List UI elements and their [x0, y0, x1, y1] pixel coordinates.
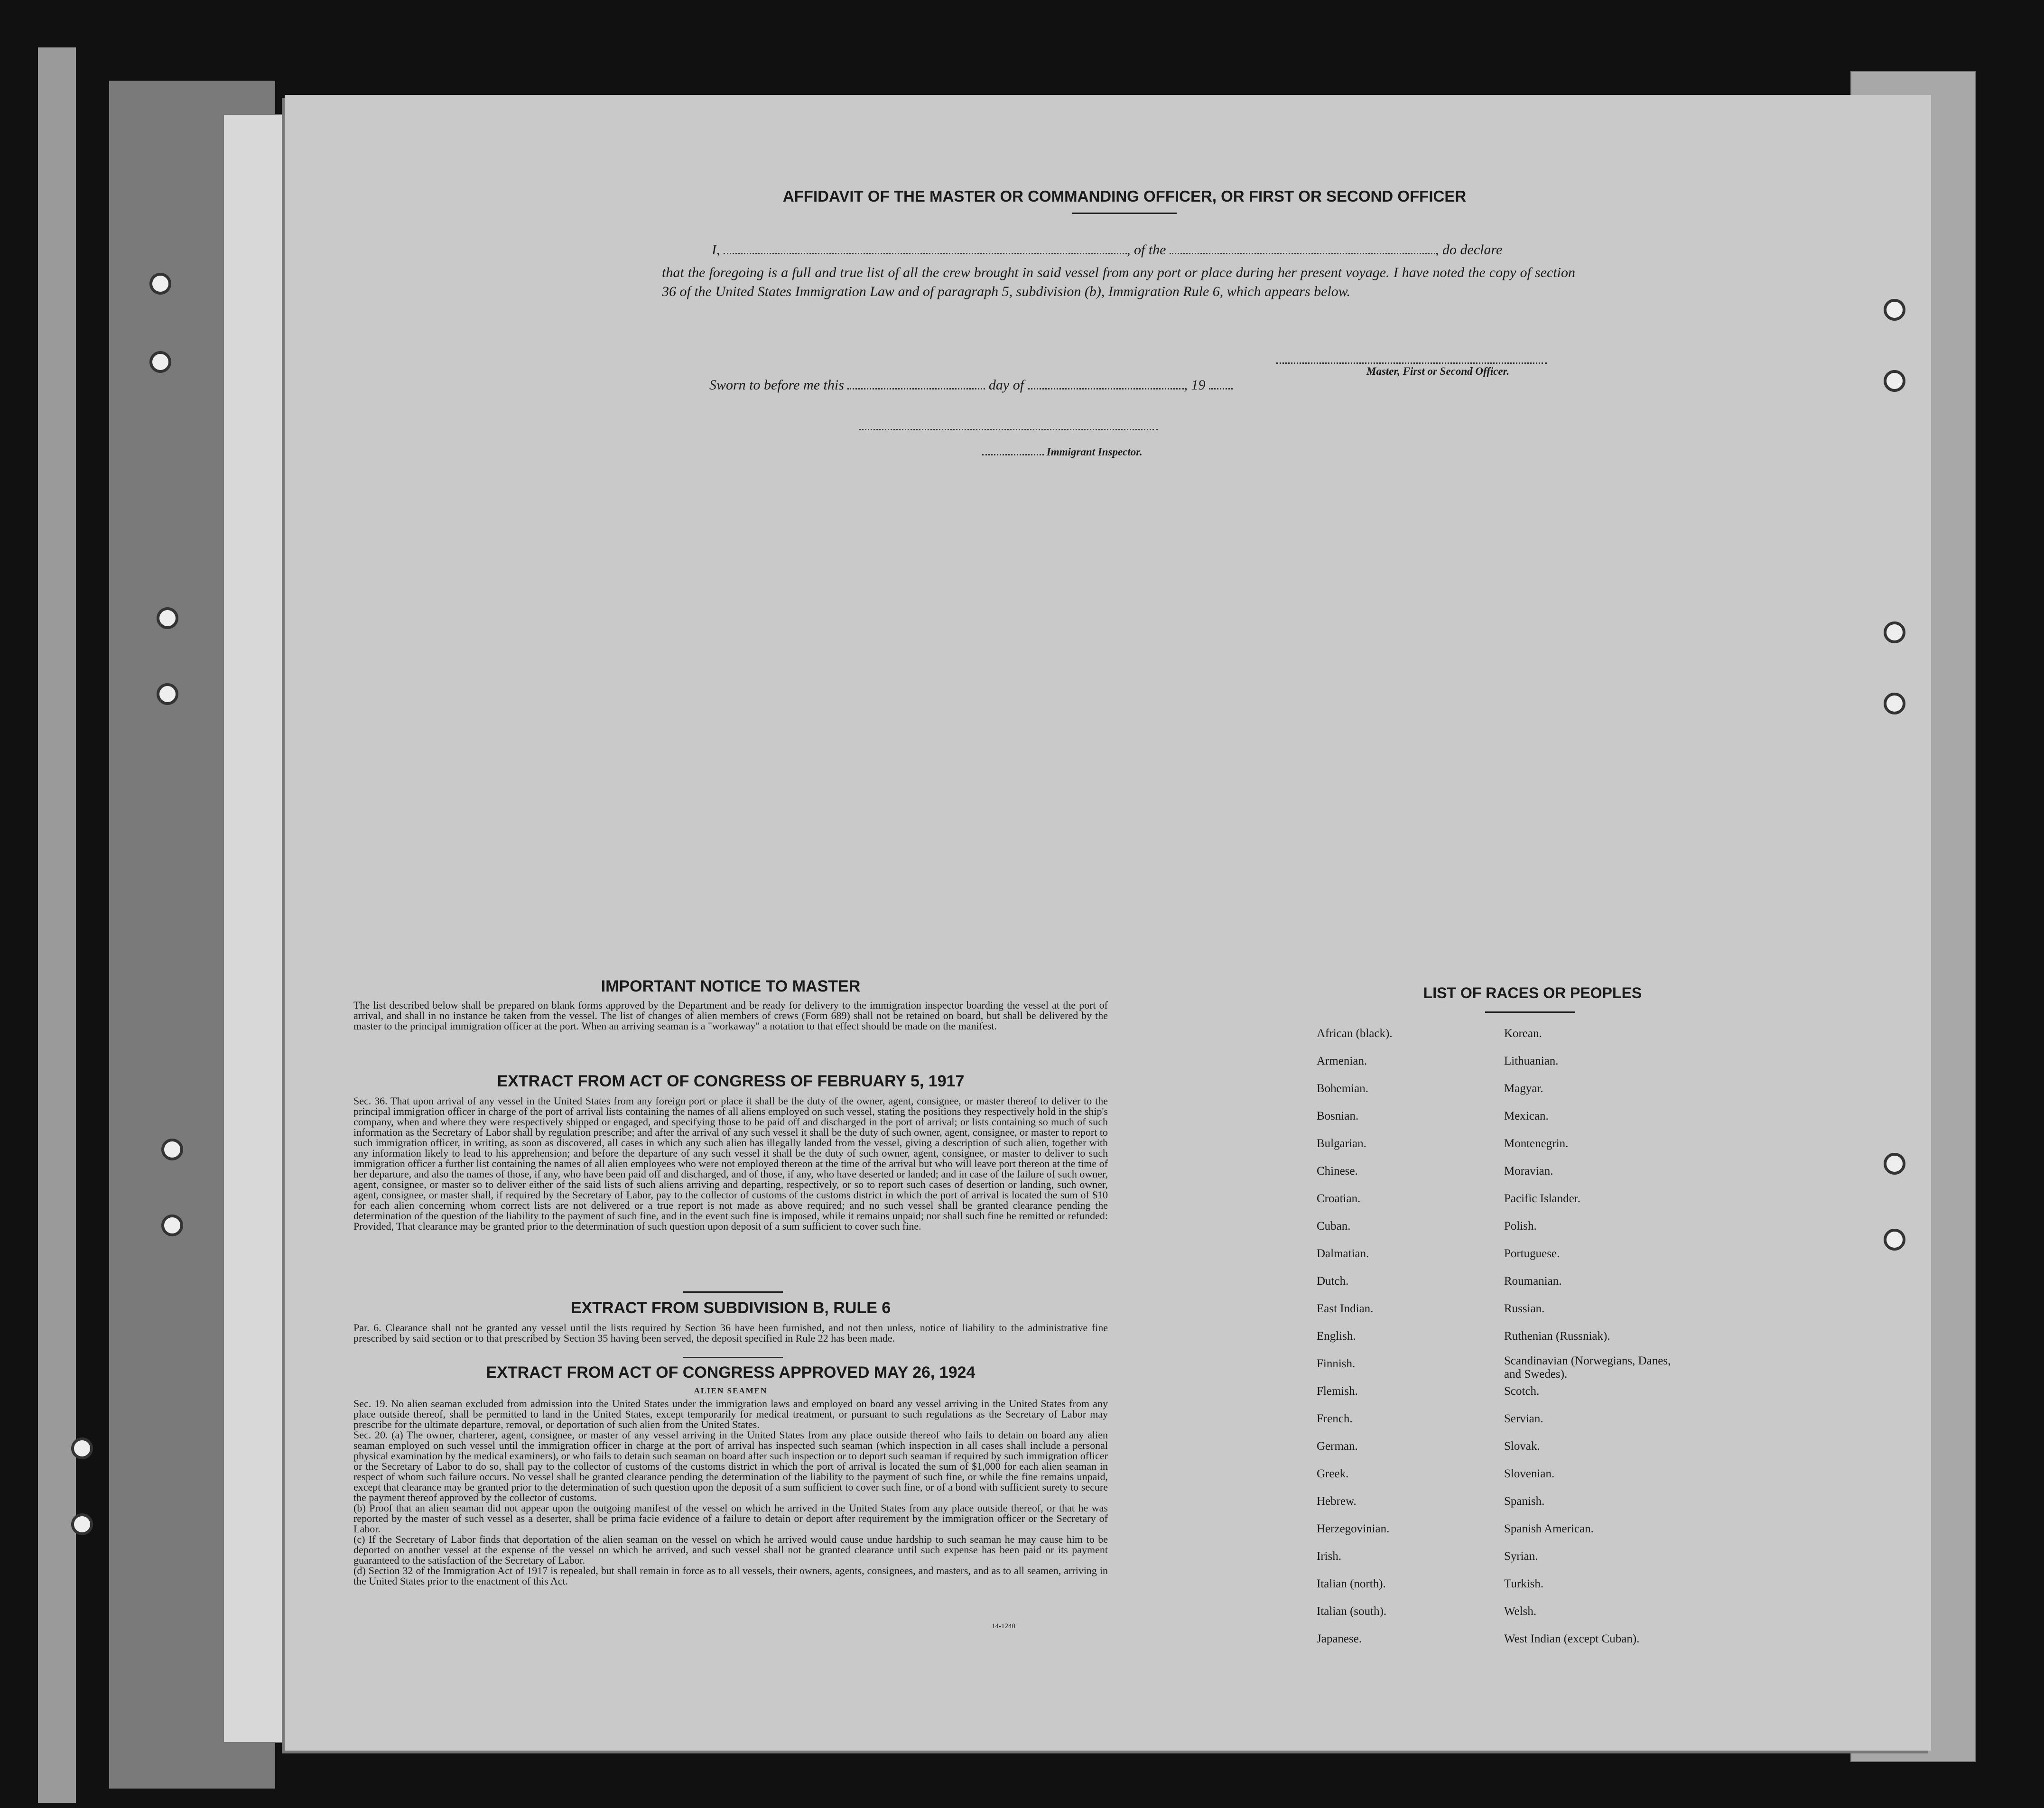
race-item: Pacific Islander.: [1504, 1192, 1581, 1205]
binder-hole: [149, 351, 171, 373]
race-item: Roumanian.: [1504, 1275, 1562, 1288]
extract-rule6-title: EXTRACT FROM SUBDIVISION B, RULE 6: [570, 1299, 891, 1317]
notice-title: IMPORTANT NOTICE TO MASTER: [601, 977, 861, 995]
manifest-page: [285, 95, 1931, 1751]
race-item: Mexican.: [1504, 1110, 1549, 1122]
signature-label: Master, First or Second Officer.: [1366, 365, 1510, 377]
race-item: Portuguese.: [1504, 1247, 1560, 1260]
binder-hole: [157, 607, 178, 629]
race-item: Russian.: [1504, 1302, 1545, 1315]
race-item: German.: [1317, 1440, 1358, 1453]
race-item: Scotch.: [1504, 1385, 1540, 1398]
sec19-text: Sec. 19. No alien seaman excluded from admission into the United States under the immigration laws and employed on board any vessel arriving in the United States from any place outside thereof, shall be permitted to land in the United States, except temporarily for medical treatment, or pursuant to such regulations as the Secretary of Labor may prescribe for the ultimate departure, removal, or deportation of such alien from the United States.: [353, 1398, 1108, 1430]
races-title-rule: [1485, 1011, 1575, 1013]
race-item: Spanish.: [1504, 1495, 1545, 1508]
section-rule: [683, 1291, 783, 1293]
sworn-year-field[interactable]: [1209, 388, 1233, 389]
race-item: Finnish.: [1317, 1357, 1356, 1370]
race-item: Hebrew.: [1317, 1495, 1356, 1508]
affidavit-of-the: , of the: [1127, 242, 1166, 258]
extract-1924-title: EXTRACT FROM ACT OF CONGRESS APPROVED MAY 26, 1924: [486, 1363, 976, 1381]
race-item: Turkish.: [1504, 1577, 1544, 1590]
race-item: Spanish American.: [1504, 1522, 1594, 1535]
race-item: Korean.: [1504, 1027, 1542, 1040]
binder-hole: [71, 1437, 93, 1459]
sec20d-text: (d) Section 32 of the Immigration Act of 1917 is repealed, but shall remain in force as to all vessels, their owners, agents, consignees, and masters, and as to all seamen, arriving in the United States prior to the enactment of this Act.: [353, 1565, 1108, 1587]
race-item: Slovak.: [1504, 1440, 1540, 1453]
vessel-field[interactable]: [1170, 253, 1435, 254]
affidavit-title: AFFIDAVIT OF THE MASTER OR COMMANDING OFFICER, OR FIRST OR SECOND OFFICER: [782, 187, 1467, 205]
race-item: Bosnian.: [1317, 1110, 1359, 1122]
binder-left: [38, 47, 76, 1803]
race-item: Bulgarian.: [1317, 1137, 1366, 1150]
race-item: Polish.: [1504, 1220, 1537, 1233]
binder-hole: [161, 1139, 183, 1160]
inspector-label: Immigrant Inspector.: [1046, 446, 1143, 458]
sworn-day-field[interactable]: [847, 388, 985, 389]
race-item: Syrian.: [1504, 1550, 1538, 1563]
race-item: African (black).: [1317, 1027, 1393, 1040]
sworn-text: Sworn to before me this: [709, 377, 844, 393]
form-number: 14-1240: [992, 1623, 1015, 1630]
race-item: Montenegrin.: [1504, 1137, 1569, 1150]
extract-rule6-text: Par. 6. Clearance shall not be granted any vessel until the lists required by Section 36 have been furnished, and not then unless, notice of liability to the administrative fine prescribed by said section or to that prescribed by Section 35 having been served, the deposit specified in Rule 22 has been made.: [353, 1322, 1108, 1344]
races-title: LIST OF RACES OR PEOPLES: [1423, 984, 1642, 1001]
extract-1917-text: Sec. 36. That upon arrival of any vessel in the United States from any foreign port or place it shall be the duty of the owner, agent, consignee, or master thereof to deliver to the principal immigration officer in charge of the port of arrival lists containing the names of all aliens employed on such vessel, stating the positions they respectively hold in the ship's company, when and where they were respectively shipped or engaged, and specifying those to be paid off and discharged in the port of arrival; or lists containing so much of such information as the Secretary of Labor shall by regulation prescribe; and after the arrival of any such vessel it shall be the duty of such owner, agent, consignee, or master to report to such immigration officer, in writing, as soon as discovered, all cases in which any such alien has illegally landed from the vessel, giving a description of such alien, together with any information likely to lead to his apprehension; and before the departure of any such vessel it shall be the duty of such owner, agent, consignee, or master to deliver to such immigration officer a further list containing the names of all alien employees who were not employed thereon at the time of the arrival but who will leave port thereon at the time of her departure, and also the names of those, if any, who have been paid off and discharged, and of those, if any, who have deserted or landed; and in case of the failure of such owner, agent, consignee, or master so to deliver either of the said lists of such aliens arriving and departing, respectively, or so to report such cases of desertion or landing, such owner, agent, consignee, or master shall, if required by the Secretary of Labor, pay to the collector of customs of the customs district in which the port of arrival is located the sum of $10 for each alien concerning whom correct lists are not delivered or a true report is not made as above required; and no such vessel shall be granted clearance pending the determination of the question of the liability to the payment of such fine, and in the event such fine is imposed, while it remains unpaid; nor shall such fine be remitted or refunded: Provided, That clearance may be granted prior to the determination of such question upon deposit of a sum sufficient to cover such fine.: [353, 1095, 1108, 1232]
race-item: Dutch.: [1317, 1275, 1349, 1288]
binder-hole: [71, 1513, 93, 1535]
race-item: French.: [1317, 1412, 1353, 1425]
page-hole: [1884, 1229, 1905, 1251]
affidavit-title-rule: [1072, 213, 1177, 214]
binder-hole: [161, 1215, 183, 1236]
race-item: West Indian (except Cuban).: [1504, 1632, 1640, 1645]
day-of-text: day of: [988, 377, 1024, 393]
race-item: Welsh.: [1504, 1605, 1537, 1618]
race-item: Lithuanian.: [1504, 1055, 1559, 1067]
sec20c-text: (c) If the Secretary of Labor finds that deportation of the alien seaman on the vessel on which he arrived would cause undue hardship to such seaman he may cause him to be deported on another vessel at the expense of the vessel on which he arrived, and such vessel shall not be granted clearance until such expense has been paid or its payment guaranteed to the satisfaction of the Secretary of Labor.: [353, 1533, 1108, 1566]
affidavit-declaration-line: [712, 242, 1542, 258]
signature-field[interactable]: [1276, 361, 1547, 364]
race-item: Scandinavian (Norwegians, Danes, and Swedes).: [1504, 1354, 1671, 1381]
race-item: Flemish.: [1317, 1385, 1358, 1398]
race-item: Italian (south).: [1317, 1605, 1387, 1618]
affidavit-do-declare: , do declare: [1435, 242, 1503, 258]
sworn-month-field[interactable]: [1028, 388, 1184, 389]
notice-text: The list described below shall be prepared on blank forms approved by the Department and be ready for delivery to the immigration inspector boarding the vessel at the port of arrival, and shall in no instance be taken from the vessel. The list of changes of alien members of crews (Form 689) shall not be retained on board, but shall be delivered by the master to the principal immigration officer at the port. When an arriving seaman is a "workaway" a notation to that effect should be made on the manifest.: [353, 999, 1108, 1032]
page-hole: [1884, 299, 1905, 321]
name-field[interactable]: [724, 253, 1127, 254]
race-item: Servian.: [1504, 1412, 1543, 1425]
page-hole: [1884, 370, 1905, 392]
race-item: Ruthenian (Russniak).: [1504, 1330, 1610, 1343]
inspector-name-field[interactable]: [982, 454, 1044, 455]
page-hole: [1884, 1153, 1905, 1175]
race-item: Dalmatian.: [1317, 1247, 1369, 1260]
page-hole: [1884, 693, 1905, 714]
race-item: Irish.: [1317, 1550, 1342, 1563]
race-item: Bohemian.: [1317, 1082, 1369, 1095]
affidavit-body: that the foregoing is a full and true list of all the crew brought in said vessel from any port or place during her present voyage. I have noted the copy of section 36 of the United States Immigration Law and of paragraph 5, subdivision (b), Immigration Rule 6, which appears below.: [662, 265, 1575, 299]
sec20a-text: Sec. 20. (a) The owner, charterer, agent, consignee, or master of any vessel arriving in the United States from any place outside thereof who fails to detain on board any alien seaman employed on such vessel until the immigration officer in charge at the port of arrival has inspected such seaman (which inspection in all cases shall include a personal physical examination by the medical examiners), or who fails to detain such seaman on board after such inspection or to deport such seaman if required by such immigration officer or the Secretary of Labor to do so, shall pay to the collector of customs of the customs district in which the port of arrival is located the sum of $1,000 for each alien seaman in respect of whom such failure occurs. No vessel shall be granted clearance pending the determination of the liability to the payment of such fine, or while the fine remains unpaid, except that clearance may be granted prior to the determination of such question upon the deposit of a sum sufficient to cover such fine, or of a bond with sufficient surety to secure the payment thereof approved by the collector of customs.: [353, 1429, 1108, 1503]
extract-1924-body: [353, 1399, 1108, 1586]
race-item: Magyar.: [1504, 1082, 1543, 1095]
race-item: Herzegovinian.: [1317, 1522, 1390, 1535]
inspector-line: [982, 446, 1314, 458]
section-rule: [683, 1357, 783, 1358]
affidavit-i: I,: [712, 242, 720, 258]
race-item: Japanese.: [1317, 1632, 1362, 1645]
sec20b-text: (b) Proof that an alien seaman did not appear upon the outgoing manifest of the vessel on which he arrived in the United States from any place outside thereof, or that he was reported by the master of such vessel as a deserter, shall be prima facie evidence of a failure to detain or deport after requirement by the immigration officer or the Secretary of Labor.: [353, 1502, 1108, 1535]
race-item: Chinese.: [1317, 1165, 1358, 1178]
extract-1917-title: EXTRACT FROM ACT OF CONGRESS OF FEBRUARY 5, 1917: [497, 1072, 965, 1090]
year-text: , 19: [1184, 377, 1206, 393]
race-item: English.: [1317, 1330, 1356, 1343]
race-item: East Indian.: [1317, 1302, 1374, 1315]
sworn-line: [709, 377, 1374, 393]
race-item: Greek.: [1317, 1467, 1349, 1480]
race-item: Armenian.: [1317, 1055, 1367, 1067]
race-item: Italian (north).: [1317, 1577, 1386, 1590]
inspector-signature-field[interactable]: [859, 427, 1158, 430]
extract-1924-subtitle: ALIEN SEAMEN: [694, 1386, 768, 1395]
race-item: Cuban.: [1317, 1220, 1351, 1233]
binder-hole: [157, 683, 178, 705]
page-hole: [1884, 621, 1905, 643]
race-item: Croatian.: [1317, 1192, 1361, 1205]
race-item: Slovenian.: [1504, 1467, 1555, 1480]
binder-hole: [149, 273, 171, 295]
race-item: Moravian.: [1504, 1165, 1553, 1178]
